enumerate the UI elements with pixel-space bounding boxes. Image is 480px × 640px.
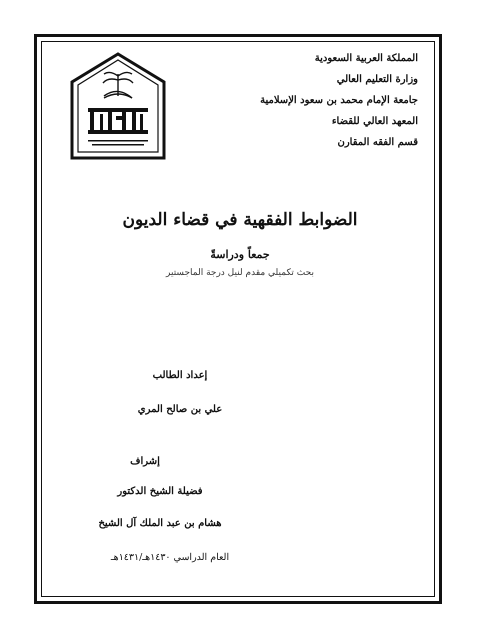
student-name: علي بن صالح المري [137, 404, 223, 415]
header-line-department: قسم الفقه المقارن [337, 137, 418, 148]
academic-year: العام الدراسي ١٤٣٠هـ/١٤٣١هـ [110, 552, 230, 563]
header-line-country: المملكة العربية السعودية [314, 53, 418, 64]
header-line-ministry: وزارة التعليم العالي [336, 74, 418, 85]
supervisor-title: فضيلة الشيخ الدكتور [117, 486, 203, 497]
thesis-purpose: بحث تكميلي مقدم لنيل درجة الماجستير [166, 268, 314, 278]
university-emblem-icon [70, 52, 166, 162]
supervision-label: إشراف [130, 456, 160, 467]
header-line-university: جامعة الإمام محمد بن سعود الإسلامية [260, 95, 418, 106]
header-line-institute: المعهد العالي للقضاء [331, 116, 418, 127]
thesis-subtitle: جمعاً ودراسةً [210, 248, 270, 261]
institution-header [228, 48, 418, 153]
preparation-label: إعداد الطالب [152, 370, 208, 381]
thesis-title: الضوابط الفقهية في قضاء الديون [122, 210, 358, 230]
supervisor-name: هشام بن عبد الملك آل الشيخ [98, 518, 222, 529]
